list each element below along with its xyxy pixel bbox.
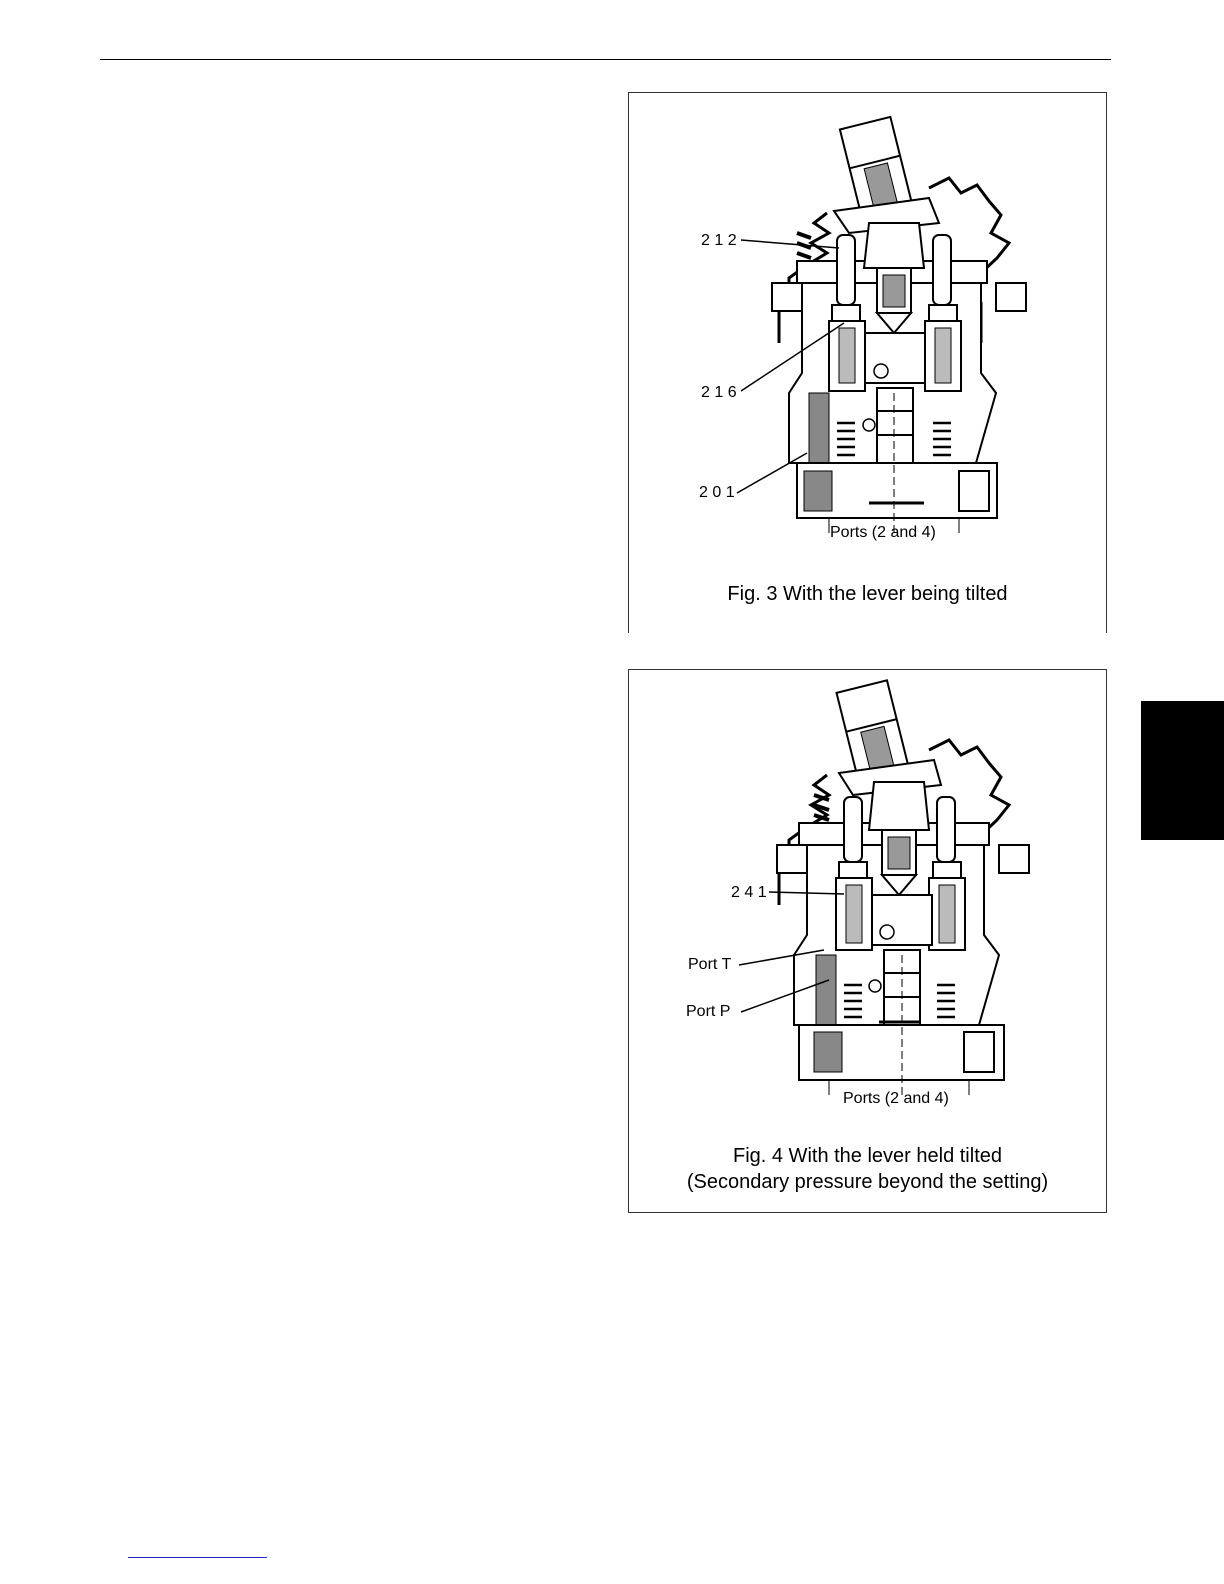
callout-241: 2 4 1 xyxy=(731,884,767,901)
callout-212: 2 1 2 xyxy=(701,232,737,249)
figure-3-caption: Fig. 3 With the lever being tilted xyxy=(727,583,1008,605)
section-tab xyxy=(1141,701,1224,840)
ports-label: Ports (2 and 4) xyxy=(830,524,936,541)
figure-4-caption-line-2: (Secondary pressure beyond the setting) xyxy=(686,1171,1049,1193)
header-rule xyxy=(100,59,1111,60)
figure-4 xyxy=(628,669,1107,1213)
footer-link-underline[interactable] xyxy=(128,1557,267,1558)
figure-3-drawing xyxy=(629,93,1106,633)
figure-4-drawing xyxy=(629,670,1106,1212)
figure-3 xyxy=(628,92,1107,633)
callout-port-t: Port T xyxy=(688,956,732,973)
callout-216: 2 1 6 xyxy=(701,384,737,401)
callout-201: 2 0 1 xyxy=(699,484,735,501)
figure-4-caption-line-1: Fig. 4 With the lever held tilted xyxy=(732,1145,1002,1167)
callout-port-p: Port P xyxy=(686,1003,731,1020)
ports-label: Ports (2 and 4) xyxy=(843,1090,949,1107)
